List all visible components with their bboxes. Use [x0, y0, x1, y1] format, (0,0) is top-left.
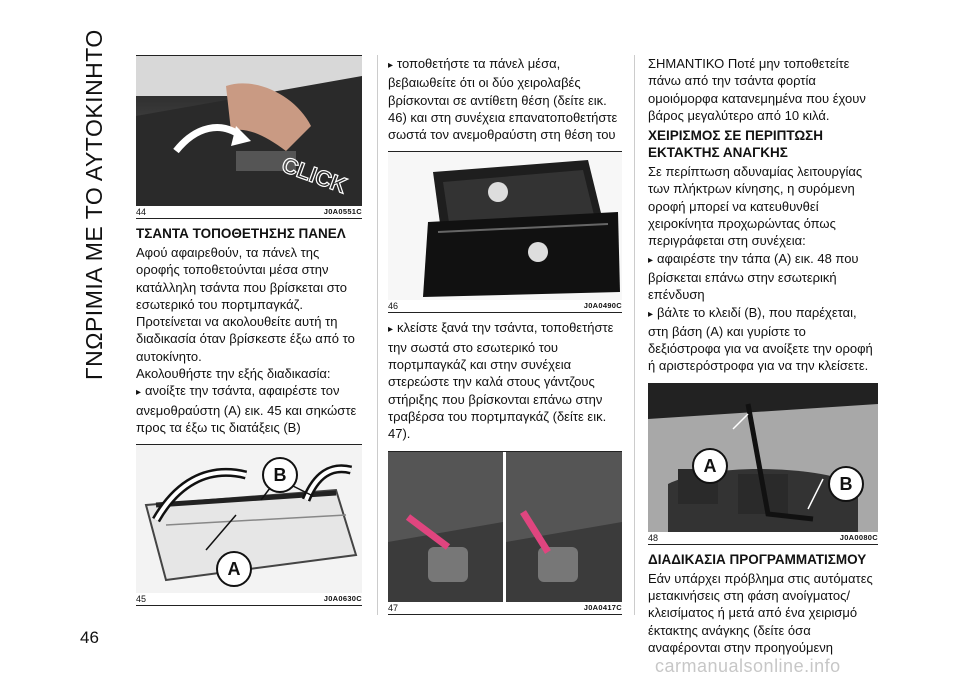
watermark: carmanualsonline.info	[655, 656, 841, 676]
figure-code: J0A0630C	[323, 594, 362, 604]
figure-number: 47	[388, 602, 399, 613]
paragraph: Αφού αφαιρεθούν, τα πάνελ της οροφής τοποθετούνται μέσα στην κατάλληλη τσάντα που βρίσκεται στο εσωτερικό του πορτμπαγκάζ.	[136, 245, 347, 312]
heading-programming: ΔΙΑΔΙΚΑΣΙΑ ΠΡΟΓΡΑΜΜΑΤΙΣΜΟΥ	[648, 551, 867, 567]
column-2	[388, 55, 622, 621]
paragraph: Εάν υπάρχει πρόβλημα στις αυτόματες μετακινήσεις στη φάση ανοίγματος/κλεισίματος ή μετά από ένα χειρισμό έκτακτης ανάγκης (δείτε όσα αναφέρονται στην προηγούμενη	[648, 570, 873, 655]
figure-45-photo	[136, 445, 362, 593]
figure-code: J0A0490C	[583, 301, 622, 311]
figure-47	[388, 451, 622, 615]
figure-code: J0A0551C	[323, 207, 362, 216]
label-a: A	[216, 551, 252, 587]
figure-number: 46	[388, 301, 399, 312]
click-label: CLICK	[278, 151, 351, 199]
column-divider	[634, 55, 635, 615]
figure-46	[388, 151, 622, 313]
column-divider	[377, 55, 378, 615]
figure-number: 45	[136, 594, 147, 605]
page-number: 46	[80, 628, 99, 647]
heading-emergency: ΧΕΙΡΙΣΜΟΣ ΣΕ ΠΕΡΙΠΤΩΣΗ ΕΚΤΑΚΤΗΣ ΑΝΑΓΚΗΣ	[648, 128, 824, 161]
figure-code: J0A0080C	[839, 532, 878, 542]
figure-48	[648, 383, 878, 545]
side-section-title: ΓΝΩΡΙΜΙΑ ΜΕ ΤΟ ΑΥΤΟΚΙΝΗΤΟ	[81, 29, 107, 380]
bullet-item: ▸ κλείστε ξανά την τσάντα, τοποθετήστε την σωστά στο εσωτερικό του πορτμπαγκάζ και στην συνέχεια στερεώστε την καλά στους γάντζους στήριξης που βρίσκονται επάνω στην τραβέρσα του πορτμπαγκάζ (δείτε εικ. 47).	[388, 319, 622, 442]
column-1	[136, 55, 362, 612]
label-b: B	[262, 457, 298, 493]
heading-bag: ΤΣΑΝΤΑ ΤΟΠΟΘΕΤΗΣΗΣ ΠΑΝΕΛ	[136, 226, 346, 241]
figure-44-photo	[136, 56, 362, 206]
bullet-item: ▸ τοποθετήστε τα πάνελ μέσα, βεβαιωθείτε ότι οι δύο χειρολαβές βρίσκονται σε αντίθετη θέση (δείτε εικ. 46) και στη συνέχεια επανατοποθετήστε σωστά τον ανεμοθραύστη στη θέση του	[388, 55, 622, 143]
paragraph: Προτείνεται να ακολουθείτε αυτή τη διαδικασία όταν βρίσκεστε έξω από το αυτοκίνητο.	[136, 314, 355, 364]
column-3	[648, 55, 878, 656]
figure-46-photo	[388, 152, 622, 300]
bullet-item: ▸ αφαιρέστε την τάπα (A) εικ. 48 που βρίσκεται επάνω στην εσωτερική επένδυση	[648, 250, 878, 304]
figure-45	[136, 444, 362, 606]
paragraph: Σε περίπτωση αδυναμίας λειτουργίας των πλήκτρων κίνησης, η συρόμενη οροφή μπορεί να κατευθυνθεί χειροκίνητα προχωρώντας όπως περιγράφεται στη συνέχεια:	[648, 164, 863, 249]
label-a: A	[692, 448, 728, 484]
figure-code: J0A0417C	[583, 602, 622, 612]
figure-48-photo	[648, 384, 878, 532]
bullet-item: ▸ βάλτε το κλειδί (B), που παρέχεται, στη βάση (A) και γυρίστε το δεξιόστροφα για να ανοίξετε την οροφή ή αριστερόστροφα για να την κλείσετε.	[648, 304, 878, 375]
figure-number: 48	[648, 532, 659, 543]
figure-number: 44	[136, 207, 147, 217]
figure-47-photo	[388, 452, 622, 602]
label-b: B	[828, 466, 864, 502]
bullet-item: ▸ ανοίξτε την τσάντα, αφαιρέστε τον ανεμοθραύστη (A) εικ. 45 και σηκώστε προς τα έξω τις διατάξεις (B)	[136, 382, 362, 436]
figure-44	[136, 55, 362, 219]
important-note: ΣΗΜΑΝΤΙΚΟ Ποτέ μην τοποθετείτε πάνω από την τσάντα φορτία ομοιόμορφα κατανεμημένα που έχουν βάρος μεγαλύτερο από 10 κιλά.	[648, 56, 866, 123]
paragraph: Ακολουθήστε την εξής διαδικασία:	[136, 366, 331, 382]
